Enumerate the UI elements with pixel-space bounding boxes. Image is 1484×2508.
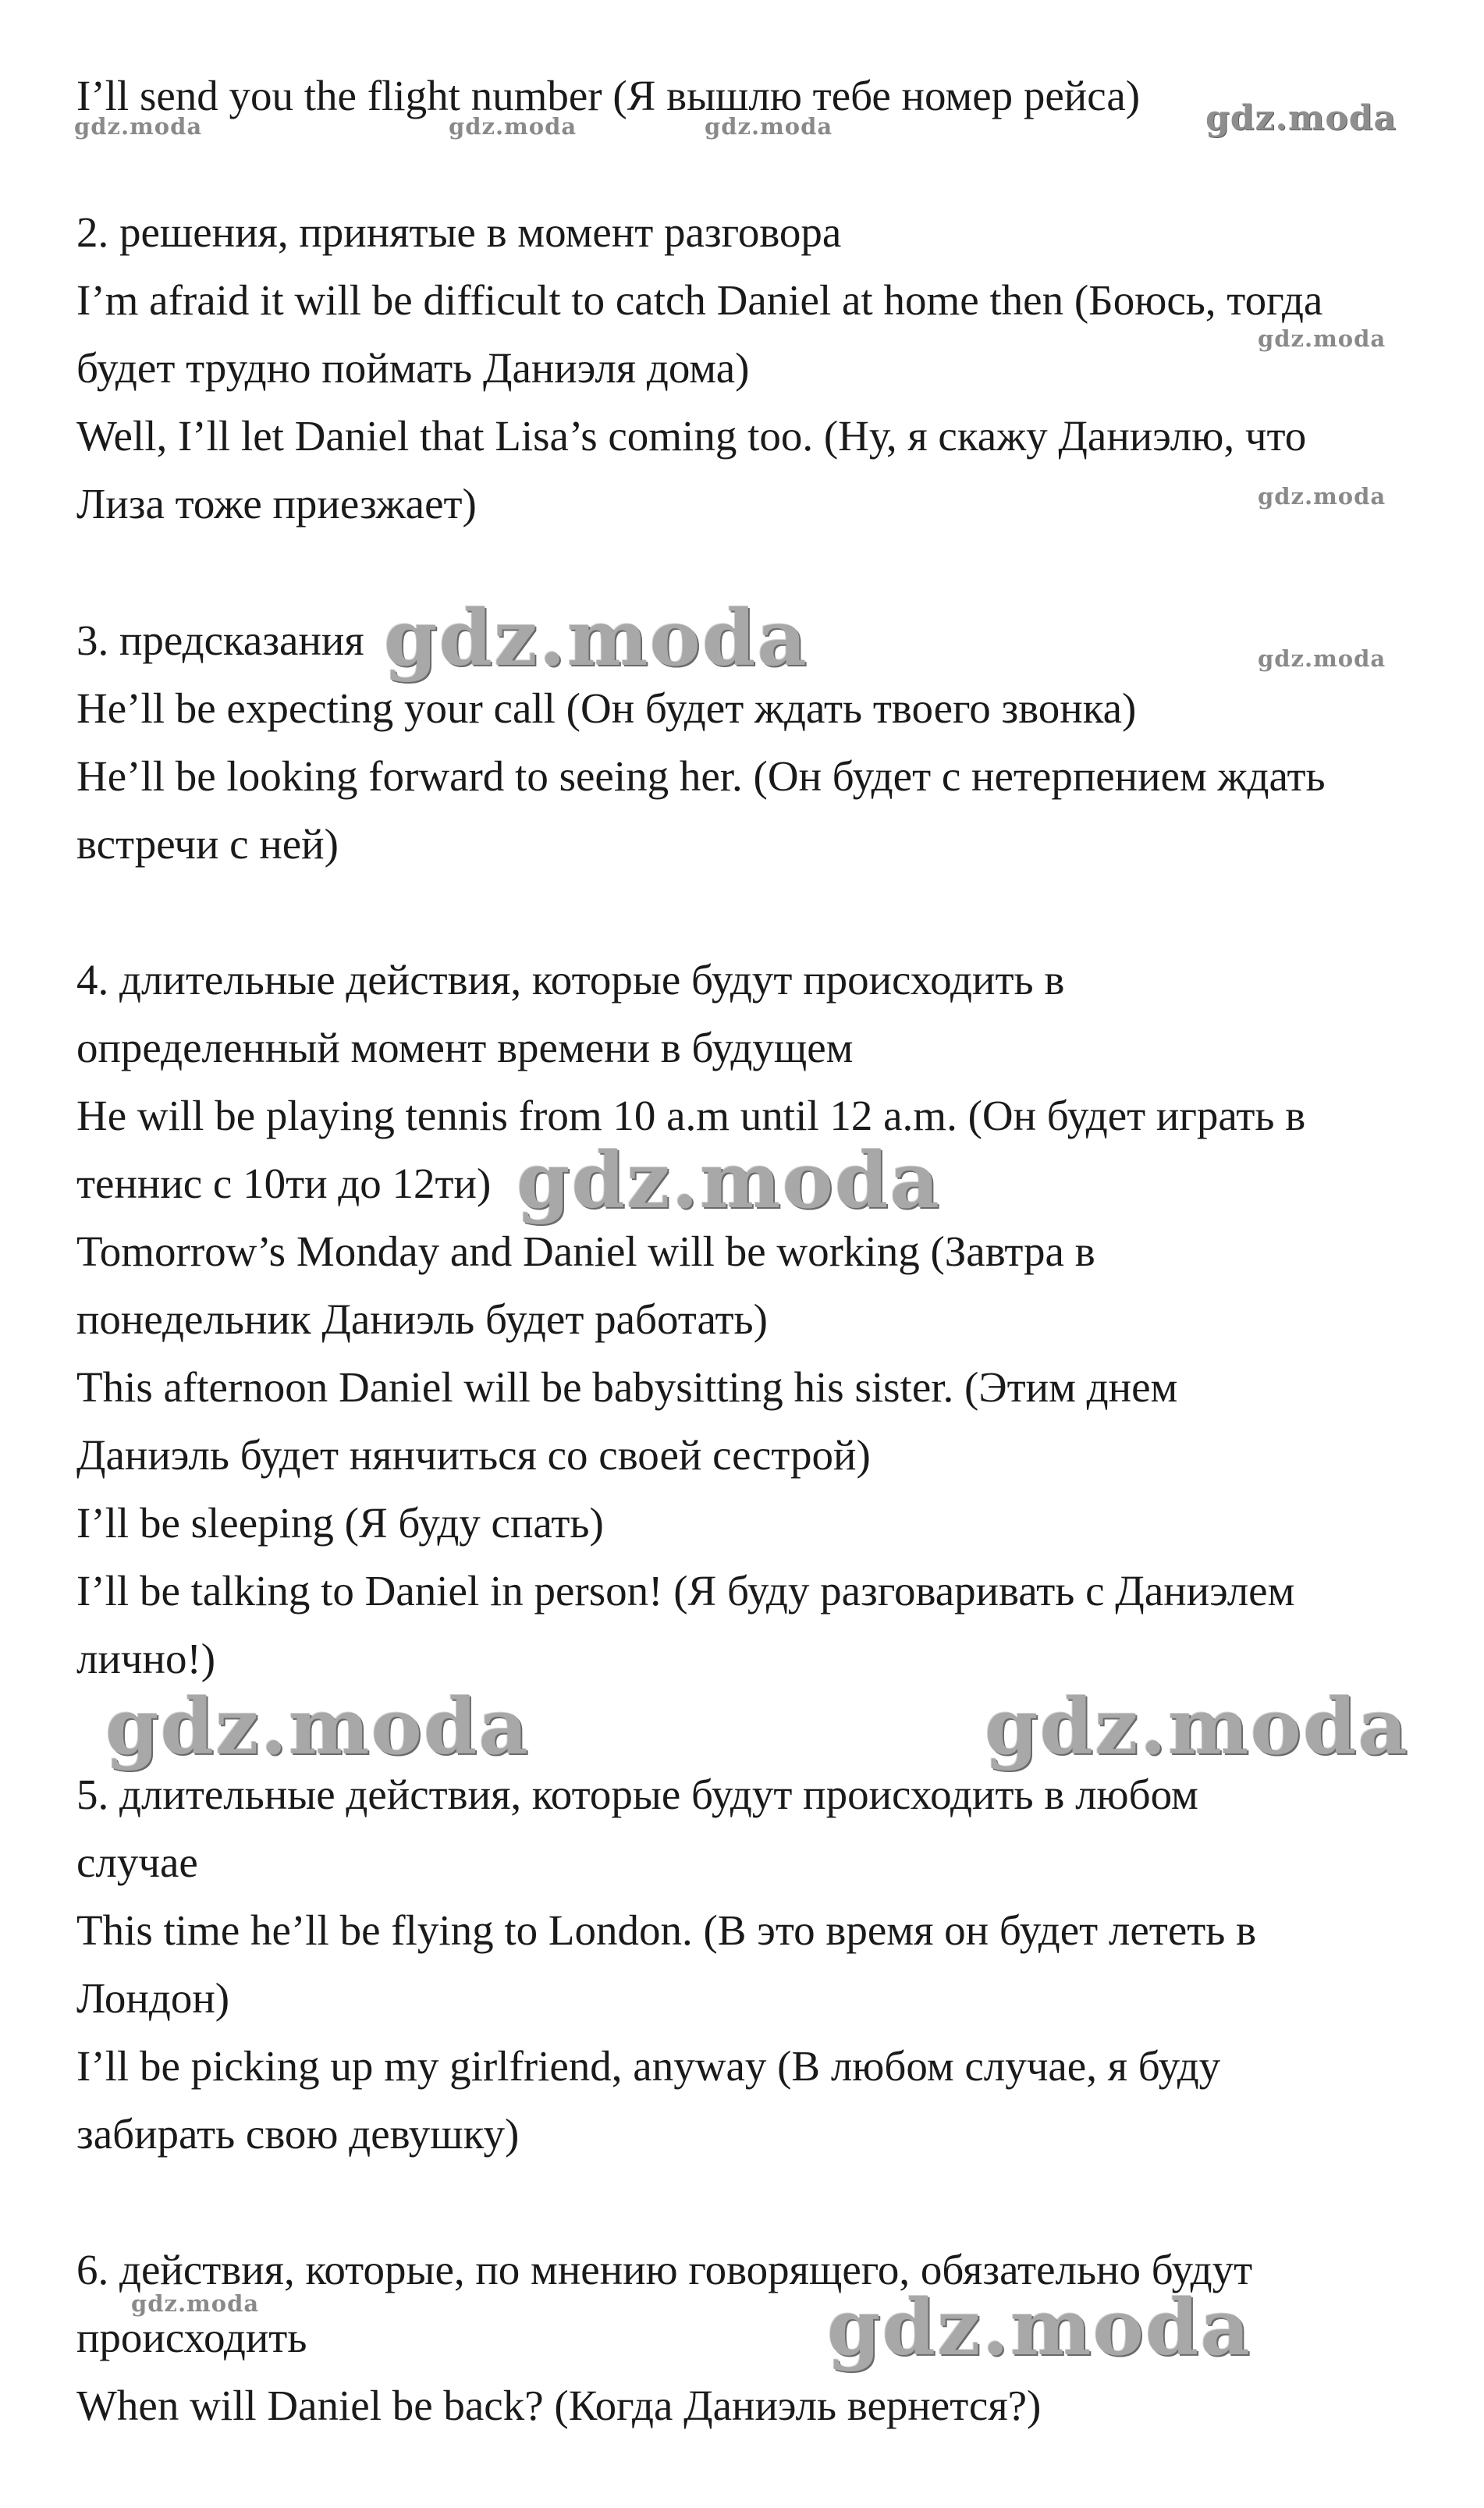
text-line-10: теннис с 10ти до 12ти)	[76, 1160, 492, 1207]
text-line-17: лично!)	[76, 1635, 216, 1682]
watermark-logo: gdz.moda	[1258, 645, 1386, 672]
text-line-22: When will Daniel be back? (Когда Даниэль вернется?)	[76, 2382, 1042, 2429]
watermark-logo: gdz.moda	[985, 1682, 1409, 1772]
watermark-logo: gdz.moda	[705, 113, 833, 140]
watermark-logo: gdz.moda	[449, 113, 577, 140]
text-line-14: Даниэль будет нянчиться со своей сестрой)	[76, 1431, 871, 1479]
text-line-5: Лиза тоже приезжает)	[76, 480, 477, 528]
text-line-9: He will be playing tennis from 10 a.m until 12 a.m. (Он будет играть в	[76, 1092, 1306, 1139]
text-line-12: понедельник Даниэль будет работать)	[76, 1295, 768, 1343]
heading-4: 4. длительные действия, которые будут происходить в	[76, 956, 1065, 1004]
text-line-20: I’ll be picking up my girlfriend, anyway (В любом случае, я буду	[76, 2042, 1221, 2090]
text-line-3: будет трудно поймать Даниэля дома)	[76, 344, 750, 392]
heading-6-cont: происходить	[76, 2314, 307, 2361]
watermark-logo: gdz.moda	[131, 2290, 260, 2317]
watermark-logo: gdz.moda	[827, 2283, 1251, 2373]
text-line-8: встречи с ней)	[76, 820, 339, 868]
watermark-logo: gdz.moda	[74, 113, 203, 140]
heading-6: 6. действия, которые, по мнению говорящего, обязательно будут	[76, 2246, 1253, 2293]
text-line-13: This afternoon Daniel will be babysitting his sister. (Этим днем	[76, 1363, 1178, 1411]
text-line-6: He’ll be expecting your call (Он будет ждать твоего звонка)	[76, 684, 1137, 732]
text-line-1: I’ll send you the flight number (Я вышлю тебе номер рейса)	[76, 72, 1141, 119]
watermark-logo: gdz.moda	[1258, 483, 1386, 510]
text-line-16: I’ll be talking to Daniel in person! (Я буду разговаривать с Даниэлем	[76, 1567, 1295, 1615]
text-line-18: This time he’ll be flying to London. (В это время он будет лететь в	[76, 1906, 1257, 1954]
text-line-21: забирать свою девушку)	[76, 2110, 520, 2158]
heading-5: 5. длительные действия, которые будут происходить в любом	[76, 1771, 1198, 1818]
watermark-logo: gdz.moda	[105, 1682, 530, 1772]
heading-5-cont: случае	[76, 1838, 198, 1886]
heading-4-cont: определенный момент времени в будущем	[76, 1024, 854, 1071]
text-line-15: I’ll be sleeping (Я буду спать)	[76, 1499, 604, 1547]
heading-3: 3. предсказания	[76, 616, 364, 664]
text-line-2: I’m afraid it will be difficult to catch Daniel at home then (Боюсь, тогда	[76, 276, 1323, 324]
text-line-7: He’ll be looking forward to seeing her. (Он будет с нетерпением ждать	[76, 752, 1326, 800]
heading-2: 2. решения, принятые в момент разговора	[76, 208, 842, 256]
text-line-4: Well, I’ll let Daniel that Lisa’s coming too. (Ну, я скажу Даниэлю, что	[76, 412, 1307, 460]
text-line-11: Tomorrow’s Monday and Daniel will be working (Завтра в	[76, 1227, 1095, 1275]
watermark-logo: gdz.moda	[1205, 98, 1397, 138]
watermark-logo: gdz.moda	[384, 594, 808, 684]
watermark-logo: gdz.moda	[1258, 325, 1386, 352]
watermark-logo: gdz.moda	[517, 1136, 941, 1226]
text-line-19: Лондон)	[76, 1974, 230, 2022]
